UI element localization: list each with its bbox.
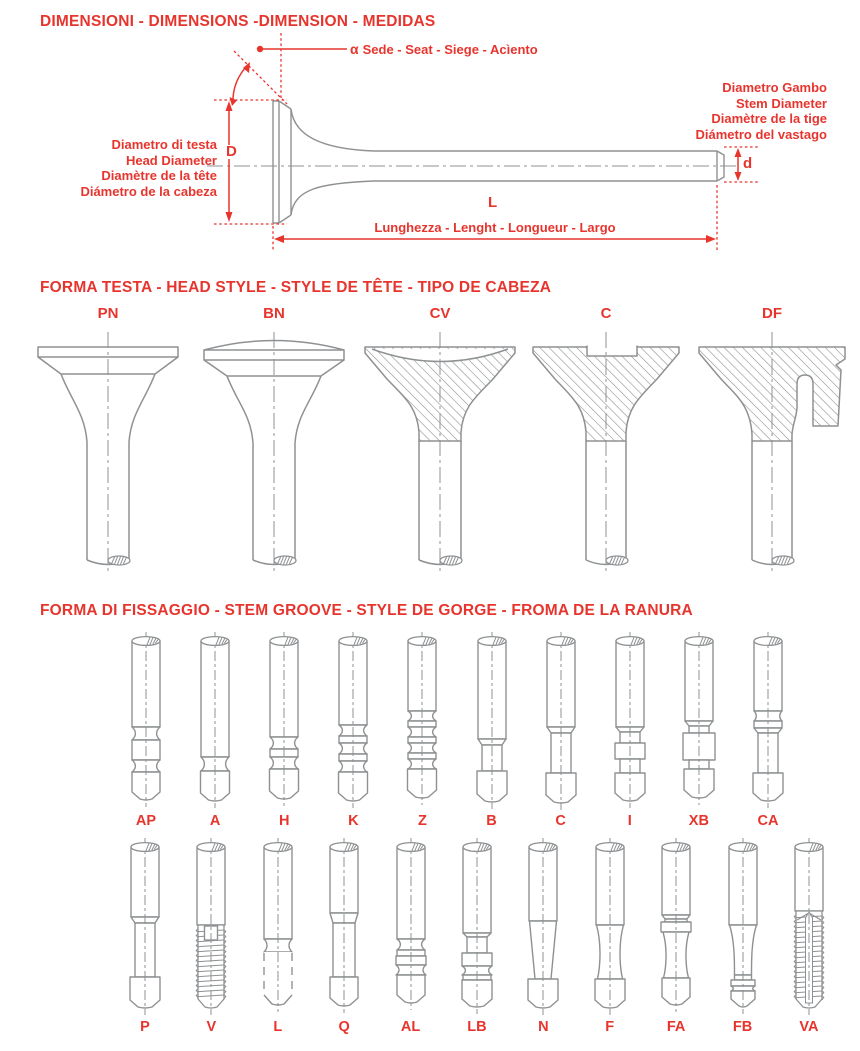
head-style-drawing-BN	[191, 322, 357, 577]
section-dimensions	[0, 0, 860, 261]
stem-groove-label-CA: CA	[757, 813, 779, 829]
stem-groove-label-P: P	[140, 1019, 150, 1035]
stem-diameter-label: Diametro Gambo Stem Diameter Diamètre de la tige Diámetro del vastago	[695, 80, 827, 142]
head-style-column-BN	[191, 322, 357, 582]
head-style-drawing-CV	[357, 322, 523, 577]
section-head-style	[0, 261, 860, 582]
stem-groove-column-VA	[776, 834, 842, 1040]
length-label: Lunghezza - Lenght - Longueur - Largo	[374, 220, 616, 235]
stem-groove-drawing-CA	[735, 628, 801, 812]
head-style-label-C: C	[600, 305, 612, 322]
stem-groove-column-H	[251, 628, 317, 834]
stem-groove-column-AL	[378, 834, 444, 1040]
stem-groove-column-N	[510, 834, 576, 1040]
head-style-label-DF: DF	[762, 305, 782, 322]
stem-groove-drawing-C	[528, 628, 594, 812]
stem-groove-column-F	[577, 834, 643, 1040]
stem-groove-column-L	[245, 834, 311, 1040]
stem-groove-column-FA	[643, 834, 709, 1040]
stem-groove-label-LB: LB	[467, 1019, 487, 1035]
stem-groove-column-LB	[444, 834, 510, 1040]
stem-groove-drawing-VA	[776, 834, 842, 1018]
stem-groove-label-Q: Q	[338, 1019, 350, 1035]
stem-groove-label-N: N	[538, 1019, 549, 1035]
stem-groove-drawing-H	[251, 628, 317, 812]
head-style-label-PN: PN	[97, 305, 119, 322]
stem-groove-drawing-AL	[378, 834, 444, 1018]
stem-groove-label-VA: VA	[799, 1019, 819, 1035]
head-style-drawings-row	[25, 322, 860, 582]
head-style-drawing-PN	[25, 322, 191, 577]
dim-letter-L: L	[488, 194, 498, 211]
stem-groove-drawing-LB	[444, 834, 510, 1018]
dim-letter-D: D	[226, 143, 237, 160]
stem-groove-label-AL: AL	[400, 1019, 421, 1035]
stem-groove-label-C: C	[555, 813, 566, 829]
stem-groove-column-I	[597, 628, 663, 834]
stem-groove-label-F: F	[605, 1019, 615, 1035]
stem-groove-drawing-F	[577, 834, 643, 1018]
section-title-dimensions: DIMENSIONI - DIMENSIONS -DIMENSION - MEDIDAS	[40, 13, 436, 30]
stem-groove-column-Q	[311, 834, 377, 1040]
stem-groove-row-2	[112, 834, 842, 1040]
head-style-label-CV: CV	[429, 305, 451, 322]
stem-groove-column-B	[459, 628, 525, 834]
head-style-column-CV	[357, 322, 523, 582]
stem-groove-column-AP	[113, 628, 179, 834]
stem-groove-label-FB: FB	[732, 1019, 753, 1035]
dim-letter-d: d	[743, 155, 753, 172]
stem-groove-column-XB	[666, 628, 732, 834]
stem-groove-label-B: B	[486, 813, 497, 829]
stem-groove-drawing-Z	[389, 628, 455, 812]
stem-groove-drawing-FB	[710, 834, 776, 1018]
stem-groove-column-FB	[710, 834, 776, 1040]
dimensions-diagram	[0, 31, 860, 261]
stem-groove-drawing-N	[510, 834, 576, 1018]
section-stem-groove	[0, 582, 860, 1040]
stem-groove-drawing-B	[459, 628, 525, 812]
stem-groove-column-A	[182, 628, 248, 834]
head-style-column-C	[523, 322, 689, 582]
section-title-head-style: FORMA TESTA - HEAD STYLE - STYLE DE TÊTE - TIPO DE CABEZA	[40, 279, 552, 296]
head-style-column-PN	[25, 322, 191, 582]
stem-groove-column-CA	[735, 628, 801, 834]
stem-groove-label-Z: Z	[418, 813, 427, 829]
head-style-column-DF	[689, 322, 855, 582]
seat-angle-label	[350, 42, 538, 58]
stem-groove-drawing-A	[182, 628, 248, 812]
head-style-labels-row	[25, 305, 860, 322]
stem-groove-drawing-V	[178, 834, 244, 1018]
section-title-stem-groove: FORMA DI FISSAGGIO - STEM GROOVE - STYLE DE GORGE - FROMA DE LA RANURA	[40, 602, 693, 619]
stem-groove-drawing-K	[320, 628, 386, 812]
stem-groove-label-K: K	[348, 813, 359, 829]
stem-groove-label-A: A	[209, 813, 221, 829]
alpha-symbol: α	[350, 41, 359, 57]
stem-groove-row-1	[113, 628, 801, 834]
stem-groove-label-FA: FA	[666, 1019, 686, 1035]
stem-groove-column-Z	[389, 628, 455, 834]
stem-groove-label-L: L	[273, 1019, 283, 1035]
stem-groove-drawing-FA	[643, 834, 709, 1018]
stem-groove-drawing-XB	[666, 628, 732, 812]
stem-groove-label-I: I	[627, 813, 632, 829]
stem-groove-column-P	[112, 834, 178, 1040]
stem-groove-drawing-Q	[311, 834, 377, 1018]
stem-groove-column-V	[178, 834, 244, 1040]
stem-groove-column-C	[528, 628, 594, 834]
seat-label: Sede - Seat - Siege - Acìento	[362, 42, 538, 57]
stem-groove-column-K	[320, 628, 386, 834]
stem-groove-label-V: V	[206, 1019, 217, 1035]
stem-groove-label-H: H	[278, 813, 290, 829]
stem-groove-drawing-L	[245, 834, 311, 1018]
head-style-label-BN: BN	[263, 305, 285, 322]
head-diameter-label: Diametro di testa Head Diameter Diamètre de la tête Diámetro de la cabeza	[80, 137, 217, 199]
head-style-drawing-C	[523, 322, 689, 577]
stem-groove-label-AP: AP	[135, 813, 157, 829]
stem-groove-label-XB: XB	[688, 813, 709, 829]
stem-groove-drawing-AP	[113, 628, 179, 812]
head-style-drawing-DF	[689, 322, 855, 577]
stem-groove-drawing-I	[597, 628, 663, 812]
stem-groove-drawing-P	[112, 834, 178, 1018]
